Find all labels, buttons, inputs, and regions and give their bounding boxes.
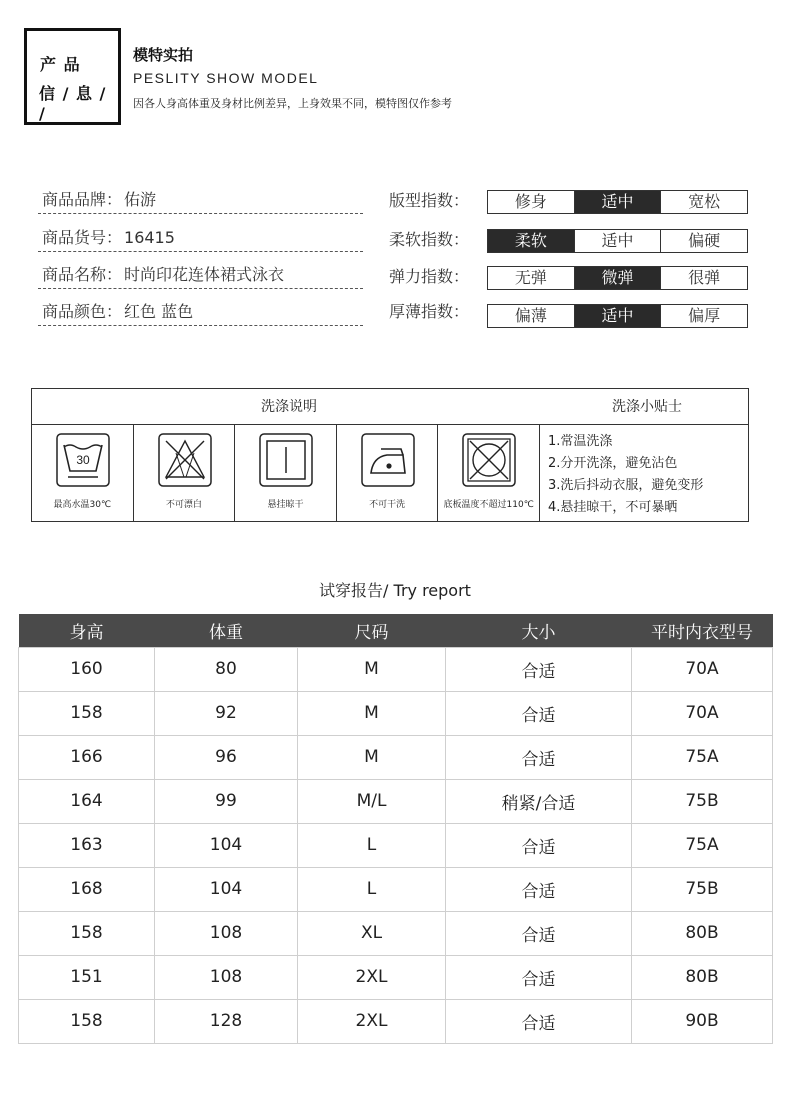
cell-bra: 75A <box>632 735 773 779</box>
cell-bra: 80B <box>632 955 773 999</box>
col-height-header: 身高 <box>19 614 155 647</box>
softness-index-label: 柔软指数： <box>389 230 470 249</box>
product-brand-row <box>38 188 363 214</box>
product-name-row <box>38 263 363 289</box>
hang-dry-cell <box>235 425 337 521</box>
table-row <box>19 691 773 735</box>
header-title: 模特实拍 <box>133 46 194 64</box>
cell-size: L <box>298 823 446 867</box>
wash-tips <box>548 431 744 519</box>
wash-temp-number: 30 <box>76 453 90 467</box>
cell-height: 163 <box>19 823 155 867</box>
product-color-row <box>38 300 363 326</box>
elasticity-index-scale <box>487 266 748 290</box>
cell-size: M <box>298 735 446 779</box>
wash-tip: 4.悬挂晾干，不可暴晒 <box>548 500 678 515</box>
cell-weight: 92 <box>155 691 298 735</box>
cell-fit: 稍紧/合适 <box>446 779 632 823</box>
thickness-option: 偏薄 <box>488 305 575 327</box>
product-color-value: 红色 蓝色 <box>124 302 194 321</box>
wash-icon-caption: 不可干洗 <box>369 500 406 510</box>
col-weight-header: 体重 <box>155 614 298 647</box>
wash-icons-row <box>32 425 540 521</box>
product-sku-value: 16415 <box>124 228 175 247</box>
table-row <box>19 911 773 955</box>
try-report-table <box>18 614 773 1044</box>
product-name-label: 商品名称： <box>42 265 123 284</box>
fit-option: 宽松 <box>688 192 721 211</box>
cell-fit: 合适 <box>446 647 632 691</box>
cell-fit: 合适 <box>446 823 632 867</box>
cell-weight: 104 <box>155 823 298 867</box>
wash-tip: 1.常温洗涤 <box>548 434 613 449</box>
cell-height: 166 <box>19 735 155 779</box>
hang-dry-icon <box>259 433 313 487</box>
wash-header <box>32 389 748 425</box>
iron-low-icon <box>361 433 415 487</box>
col-bra-header: 平时内衣型号 <box>632 614 773 647</box>
elasticity-option: 无弹 <box>488 267 575 289</box>
cell-fit: 合适 <box>446 691 632 735</box>
cell-fit: 合适 <box>446 999 632 1043</box>
product-name-value: 时尚印花连体裙式泳衣 <box>124 265 285 284</box>
cell-weight: 108 <box>155 911 298 955</box>
thickness-option: 偏厚 <box>688 306 721 325</box>
softness-option: 适中 <box>575 230 662 252</box>
table-row <box>19 647 773 691</box>
wash-tip: 2.分开洗涤，避免沾色 <box>548 456 678 471</box>
cell-size: M <box>298 691 446 735</box>
cell-bra: 70A <box>632 647 773 691</box>
cell-fit: 合适 <box>446 955 632 999</box>
header-box <box>24 28 121 125</box>
cell-height: 158 <box>19 999 155 1043</box>
cell-height: 158 <box>19 691 155 735</box>
no-bleach-icon <box>158 433 212 487</box>
cell-fit: 合适 <box>446 911 632 955</box>
wash-section <box>31 388 749 522</box>
product-sku-label: 商品货号： <box>42 228 123 247</box>
fit-index-label: 版型指数： <box>389 191 470 210</box>
no-tumble-dry-icon <box>462 433 516 487</box>
product-sku-row <box>38 226 363 252</box>
no-bleach-cell <box>134 425 236 521</box>
cell-weight: 128 <box>155 999 298 1043</box>
cell-height: 168 <box>19 867 155 911</box>
wash-icon-caption: 悬挂晾干 <box>267 500 304 510</box>
cell-height: 151 <box>19 955 155 999</box>
cell-bra: 75B <box>632 867 773 911</box>
cell-height: 164 <box>19 779 155 823</box>
cell-fit: 合适 <box>446 735 632 779</box>
no-tumble-dry-cell <box>438 425 540 521</box>
header-box-line2: 信 / 息 / / <box>39 84 107 123</box>
elasticity-option: 很弹 <box>688 268 721 287</box>
try-report-title: 试穿报告/ Try report <box>319 581 471 600</box>
cell-size: L <box>298 867 446 911</box>
cell-fit: 合适 <box>446 867 632 911</box>
thickness-index-label: 厚薄指数： <box>389 302 470 321</box>
elasticity-option: 微弹 <box>575 267 662 289</box>
cell-height: 158 <box>19 911 155 955</box>
cell-size: 2XL <box>298 999 446 1043</box>
thickness-option: 适中 <box>575 305 662 327</box>
fit-option: 修身 <box>488 191 575 213</box>
cell-weight: 108 <box>155 955 298 999</box>
cell-bra: 75A <box>632 823 773 867</box>
wash-icon-caption: 不可漂白 <box>165 500 202 510</box>
wash-icon-caption: 最高水温30℃ <box>53 500 112 510</box>
header-box-line1: 产 品 <box>40 55 81 74</box>
col-fit-header: 大小 <box>446 614 632 647</box>
cell-size: 2XL <box>298 955 446 999</box>
wash-title: 洗涤说明 <box>261 399 317 415</box>
table-row <box>19 955 773 999</box>
cell-size: M/L <box>298 779 446 823</box>
table-row <box>19 999 773 1043</box>
fit-option: 适中 <box>575 191 662 213</box>
thickness-index-scale <box>487 304 748 328</box>
cell-bra: 75B <box>632 779 773 823</box>
cell-bra: 80B <box>632 911 773 955</box>
softness-index-scale <box>487 229 748 253</box>
cell-weight: 80 <box>155 647 298 691</box>
table-row <box>19 823 773 867</box>
product-brand-label: 商品品牌： <box>42 190 123 209</box>
wash-30-icon <box>56 433 110 487</box>
cell-size: XL <box>298 911 446 955</box>
cell-height: 160 <box>19 647 155 691</box>
cell-weight: 104 <box>155 867 298 911</box>
table-row <box>19 735 773 779</box>
wash-30-cell <box>32 425 134 521</box>
wash-icon-caption: 底板温度不超过110℃ <box>443 500 534 510</box>
cell-weight: 96 <box>155 735 298 779</box>
cell-weight: 99 <box>155 779 298 823</box>
col-size-header: 尺码 <box>298 614 446 647</box>
product-color-label: 商品颜色： <box>42 302 123 321</box>
product-brand-value: 佑游 <box>124 190 157 209</box>
iron-cell <box>337 425 439 521</box>
table-row <box>19 779 773 823</box>
header-note: 因各人身高体重及身材比例差异，上身效果不同，模特图仅作参考 <box>133 97 452 110</box>
header-subtitle: PESLITY SHOW MODEL <box>133 70 319 86</box>
table-header-row <box>19 614 773 647</box>
cell-bra: 90B <box>632 999 773 1043</box>
wash-tips-title: 洗涤小贴士 <box>612 399 682 415</box>
softness-option: 偏硬 <box>688 231 721 250</box>
softness-option: 柔软 <box>488 230 575 252</box>
cell-bra: 70A <box>632 691 773 735</box>
wash-tip: 3.洗后抖动衣服，避免变形 <box>548 478 704 493</box>
cell-size: M <box>298 647 446 691</box>
table-row <box>19 867 773 911</box>
fit-index-scale <box>487 190 748 214</box>
elasticity-index-label: 弹力指数： <box>389 267 470 286</box>
